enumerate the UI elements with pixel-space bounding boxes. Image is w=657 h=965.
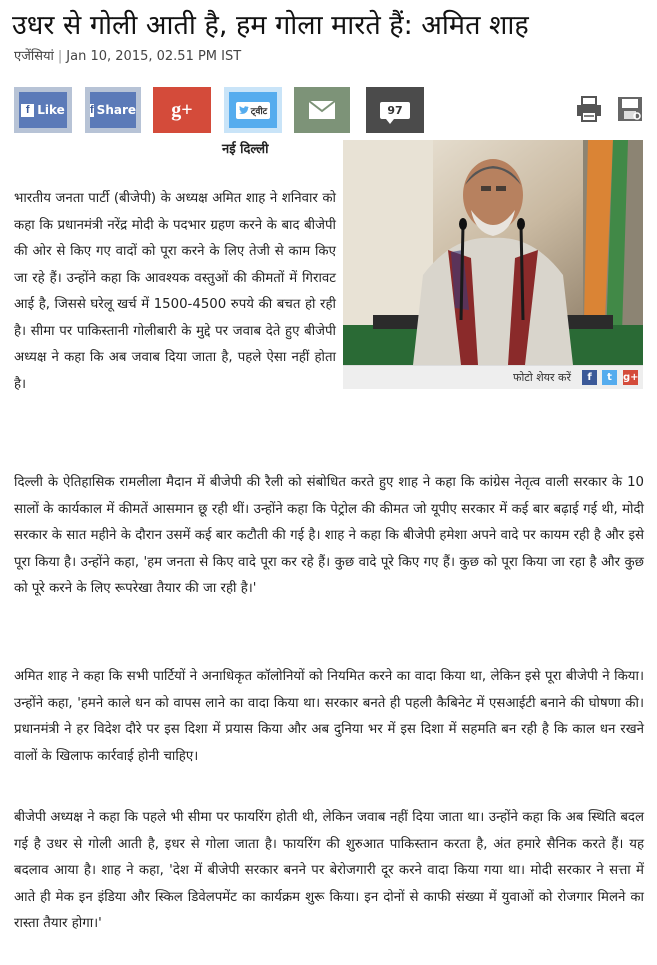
facebook-icon: f [21,104,34,117]
facebook-like-button[interactable] [14,87,72,133]
article-paragraph: अमित शाह ने कहा कि सभी पार्टियों ने अनाधिकृत कॉलोनियों को नियमित करने का वादा किया था, लेकिन इसे पूरा बीजेपी ने किया। उन्होंने कहा, 'हमने काले धन को वापस लाने का वादा किया था। सरकार बनते ही पहली कैबिनेट में एसआईटी बनाने की घोषणा की। प्रधानमंत्री ने हर विदेश दौरे पर इस दिशा में प्रयास किया और अब दुनिया भर में इस दिशा में सहमति बन रही है कि काल धन रखने वालों के खिलाफ कार्रवाई होनी चाहिए। [14,669,644,764]
photo-share-bar [343,365,643,389]
tweet-label: ट्वीट [250,106,268,117]
comment-count: 97 [380,102,409,119]
photo-share-label: फोटो शेयर करें [512,371,571,384]
comments-button[interactable] [366,87,424,133]
email-button[interactable] [294,87,350,133]
article-paragraph: बीजेपी अध्यक्ष ने कहा कि पहले भी सीमा पर फायरिंग होती थी, लेकिन जवाब नहीं दिया जाता था। उन्होंने कहा कि अब स्थिति बदल गई है उधर से गोली आती है, इधर से गोला जाता है। फायरिंग की शुरुआत पाकिस्तान करता है, अंत हमारे सैनिक करते हैं। यह बदलाव आया है। शाह ने कहा, 'देश में बीजेपी सरकार बनने पर बेरोजगारी दूर करने वादा किया गया था। मोदी सरकार ने सत्ता में आते ही मेक इन इंडिया और स्किल डिवेलपमेंट का कार्यक्रम शुरू किया। इन दोनों से काफी संख्या में युवाओं को रोजगार मिलने का रास्ता तैयार होगा।' [14,810,644,931]
google-plus-button[interactable] [153,87,211,133]
photo-facebook-button[interactable]: f [582,370,597,385]
photo-google-plus-button[interactable]: g+ [623,372,639,383]
article-paragraph: दिल्ली के ऐतिहासिक रामलीला मैदान में बीजेपी की रैली को संबोधित करते हुए शाह ने कहा कि कांग्रेस नेतृत्व वाली सरकार के 10 सालों के कार्यकाल में कीमतें आसमान छू रही थीं। उन्होंने कहा कि पेट्रोल की कीमत जो यूपीए सरकार में कई बार बढ़ाई गई थी, मोदी सरकार के सात महीने के दौरान उसमें कई बार कटौती की गई है। शाह ने कहा कि बीजेपी हमेशा अपने वादे पर कायम रही है और इसे पूरा किया है। उन्होंने कहा, 'हम जनता से किए वादे पूरा कर रहे हैं। कुछ वादे पूरे किए गए हैं। कुछ को पूरा किया जा रहा है और कुछ को पूरे करने के लिए रूपरेखा तैयार की जा रही है।' [14,475,644,596]
article-paragraph: भारतीय जनता पार्टी (बीजेपी) के अध्यक्ष अमित शाह ने शनिवार को कहा कि प्रधानमंत्री नरेंद्र मोदी के पदभार ग्रहण करने के बाद बीजेपी की ओर से किए गए वादों को पूरा करने के लिए तेजी से काम किए जा रहे हैं। उन्होंने कहा कि आवश्यक वस्तुओं की कीमतों में गिरावट आई है, जिससे घरेलू खर्च में 1500-4500 रुपये की बचत हो रही है। सीमा पर पाकिस्तानी गोलीबारी के मुद्दे पर जवाब देते हुए बीजेपी अध्यक्ष ने कहा कि अब जवाब दिया जाता है, पहले ऐसा नहीं होता है। [14,191,336,392]
tweet-button[interactable] [224,87,282,133]
mail-icon [308,100,336,120]
timestamp: Jan 10, 2015, 02.51 PM IST [66,49,242,64]
share-toolbar [0,82,657,138]
print-icon[interactable] [574,94,604,124]
meta-separator: | [57,49,63,64]
like-label: Like [37,103,65,117]
article-meta [14,46,241,64]
twitter-icon [239,106,249,114]
facebook-icon: f [90,103,94,116]
dateline: नई दिल्ली [222,142,269,157]
source: एजेंसियां [14,49,54,64]
share-label: Share [96,103,137,117]
save-icon[interactable] [615,94,645,124]
google-plus-icon: g+ [171,98,193,121]
photo-twitter-button[interactable]: t [602,370,617,385]
headline: उधर से गोली आती है, हम गोला मारते हैं: अमित शाह [12,10,529,41]
photo-illustration [343,140,643,365]
article-photo[interactable] [343,140,643,365]
facebook-share-button[interactable] [85,87,141,133]
